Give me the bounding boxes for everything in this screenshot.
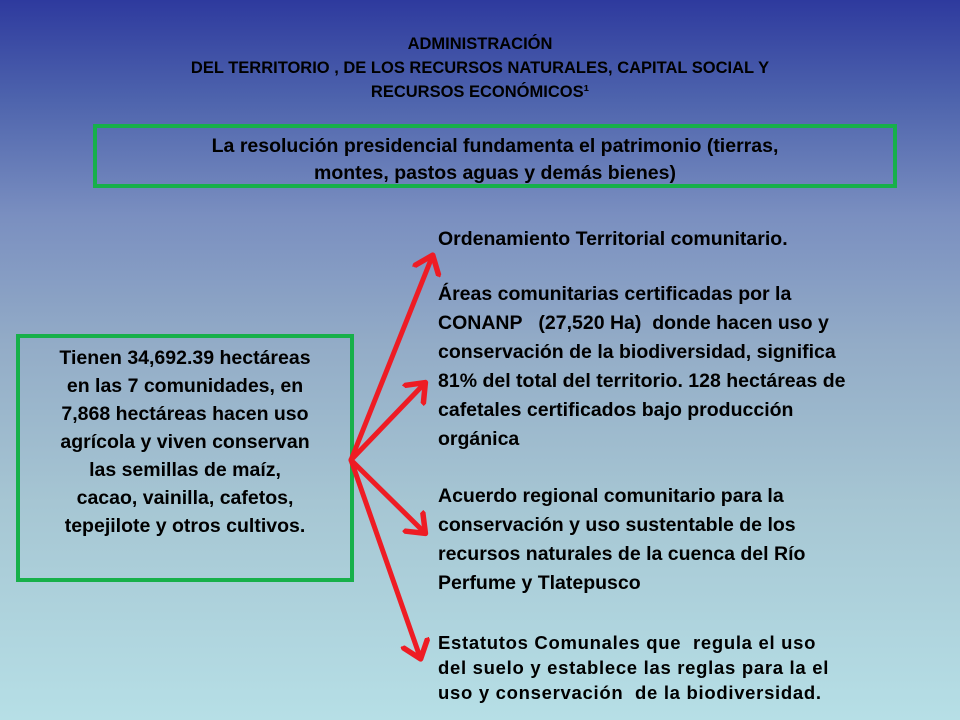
summary-line-4: agrícola y viven conservan [60, 431, 310, 453]
item-3-line-2: conservación y uso sustentable de los [438, 514, 796, 536]
resolution-line-1: La resolución presidencial fundamenta el patrimonio (tierras, [211, 135, 779, 157]
title-line-1: ADMINISTRACIÓN [407, 35, 553, 53]
item-4-line-3: uso y conservación de la biodiversidad. [438, 682, 822, 703]
arrow-to-item-4 [351, 460, 420, 657]
resolution-line-2: montes, pastos aguas y demás bienes) [314, 162, 676, 184]
title-line-3: RECURSOS ECONÓMICOS¹ [370, 83, 590, 101]
title-line-2: DEL TERRITORIO , DE LOS RECURSOS NATURALES, CAPITAL SOCIAL Y [190, 59, 770, 77]
item-2-line-3: conservación de la biodiversidad, significa [438, 341, 836, 363]
item-3-line-3: recursos naturales de la cuenca del Río [438, 543, 806, 565]
item-certified-areas [438, 280, 846, 454]
item-2-line-5: cafetales certificados bajo producción [438, 399, 794, 421]
summary-line-1: Tienen 34,692.39 hectáreas [59, 347, 311, 369]
item-3-line-4: Perfume y Tlatepusco [438, 572, 641, 594]
summary-line-3: 7,868 hectáreas hacen uso [61, 403, 309, 425]
summary-line-7: tepejilote y otros cultivos. [64, 515, 306, 537]
item-3-line-1: Acuerdo regional comunitario para la [438, 485, 784, 507]
item-4-line-2: del suelo y establece las reglas para la el [438, 657, 830, 678]
summary-line-5: las semillas de maíz, [89, 459, 281, 481]
item-2-line-4: 81% del total del territorio. 128 hectáreas de [438, 370, 846, 392]
item-2-line-2: CONANP (27,520 Ha) donde hacen uso y [438, 312, 829, 334]
summary-line-6: cacao, vainilla, cafetos, [76, 487, 294, 509]
arrow-to-item-1 [351, 257, 432, 460]
item-territorial-ordering [438, 225, 788, 254]
arrow-to-item-2 [351, 384, 424, 460]
item-2-line-1: Áreas comunitarias certificadas por la [438, 283, 792, 305]
item-regional-agreement [438, 482, 805, 598]
item-1-line-1: Ordenamiento Territorial comunitario. [438, 228, 788, 250]
item-2-line-6: orgánica [438, 428, 520, 450]
item-4-line-1: Estatutos Comunales que regula el uso [438, 632, 817, 653]
item-communal-statutes [438, 630, 829, 705]
summary-line-2: en las 7 comunidades, en [66, 375, 304, 397]
